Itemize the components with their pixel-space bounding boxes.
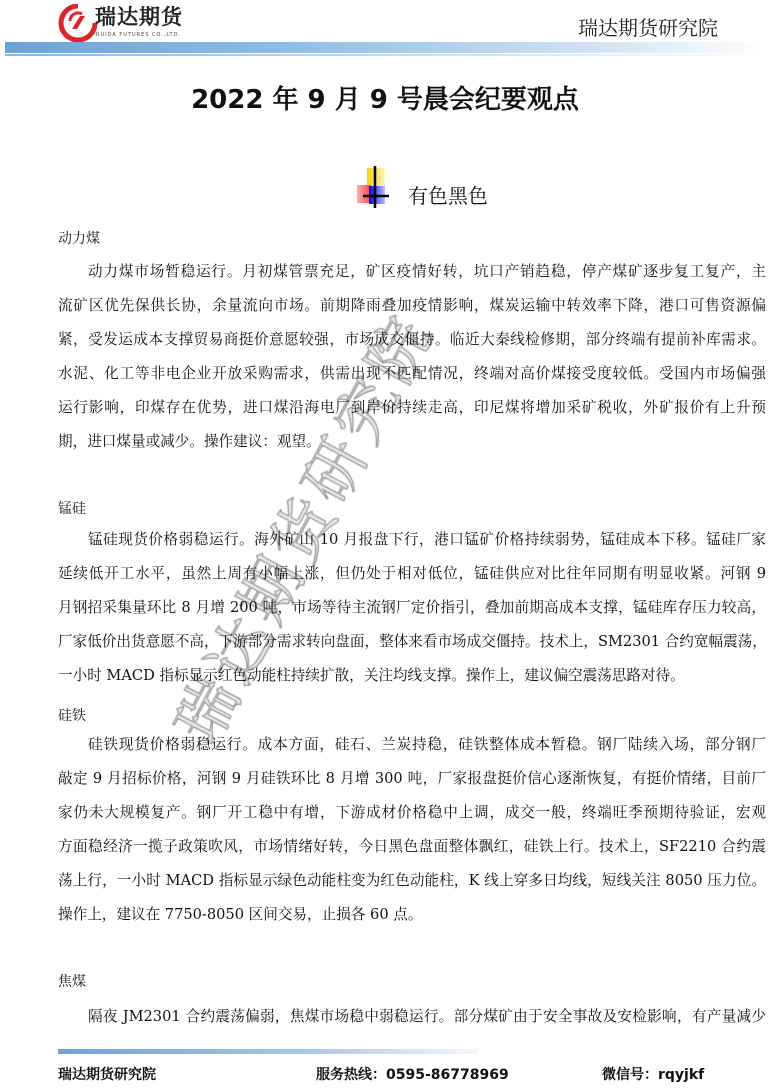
- header-divider: [5, 42, 770, 53]
- paragraph-line: 锰硅现货价格弱稳运行。海外矿山 10 月报盘下行，港口锰矿价格持续弱势，锰硅成本下移。锰硅厂家: [88, 531, 766, 548]
- paragraph-line: 隔夜 JM2301 合约震荡偏弱，焦煤市场稳中弱稳运行。部分煤矿由于安全事故及安检影响，有产量减少: [88, 1008, 766, 1025]
- footer-hotline: 服务热线：0595-86778969: [316, 1067, 509, 1083]
- paragraph-line: 月钢招采集量环比 8 月增 200 吨，市场等待主流钢厂定价指引，叠加前期高成本支撑，锰硅库存压力较高，: [58, 599, 766, 616]
- footer-wechat: 微信号：rqyjkf: [602, 1067, 705, 1083]
- paragraph-line: 期，进口煤量或减少。操作建议：观望。: [58, 433, 321, 450]
- block-heading: 锰硅: [58, 501, 86, 517]
- block-paragraph: [58, 255, 766, 459]
- block-paragraph: [58, 1000, 766, 1034]
- block-paragraph: [58, 523, 766, 693]
- paragraph-line: 荡上行，一小时 MACD 指标显示绿色动能柱变为红色动能柱，K 线上穿多日均线，短线关注 8050 压力位。: [58, 872, 766, 889]
- header-divider-thin: [5, 54, 770, 56]
- paragraph-line: 动力煤市场暂稳运行。月初煤管票充足，矿区疫情好转，坑口产销趋稳，停产煤矿逐步复工复产，主: [88, 263, 766, 280]
- paragraph-line: 家仍未大规模复产。钢厂开工稳中有增，下游成材价格稳中上调，成交一般，终端旺季预期待验证，宏观: [58, 804, 766, 821]
- logo-text: 瑞达期货: [95, 5, 183, 29]
- footer-divider: [58, 1049, 478, 1054]
- footer-org: 瑞达期货研究院: [58, 1067, 156, 1083]
- paragraph-line: 延续低开工水平，虽然上周有小幅上涨，但仍处于相对低位，锰硅供应对比往年同期有明显收紧。河钢 9: [58, 565, 766, 582]
- paragraph-line: 方面稳经济一揽子政策吹风，市场情绪好转，今日黑色盘面整体飘红，硅铁上行。技术上，SF2210 合约震: [58, 838, 766, 855]
- paragraph-line: 水泥、化工等非电企业开放采购需求，供需出现不匹配情况，终端对高价煤接受度较低。受国内市场偏强: [58, 365, 766, 382]
- paragraph-line: 厂家低价出货意愿不高，下游部分需求转向盘面，整体来看市场成交僵持。技术上，SM2301 合约宽幅震荡，: [58, 633, 767, 650]
- block-heading: 硅铁: [58, 708, 86, 724]
- paragraph-line: 硅铁现货价格弱稳运行。成本方面，硅石、兰炭持稳，硅铁整体成本暂稳。钢厂陆续入场，部分钢厂: [88, 736, 766, 753]
- block-heading: 动力煤: [58, 231, 100, 247]
- paragraph-line: 一小时 MACD 指标显示红色动能柱持续扩散，关注均线支撑。操作上，建议偏空震荡思路对待。: [58, 667, 685, 684]
- paragraph-line: 紧，受发运成本支撑贸易商挺价意愿较强，市场成交僵持。临近大秦线检修期，部分终端有提前补库需求。: [58, 331, 766, 348]
- header-institute-name: 瑞达期货研究院: [578, 16, 718, 40]
- paragraph-line: 运行影响，印煤存在优势，进口煤沿海电厂到岸价持续走高，印尼煤将增加采矿税收，外矿报价有上升预: [58, 399, 766, 416]
- logo-mark-icon: [58, 4, 98, 42]
- paragraph-line: 流矿区优先保供长协，余量流向市场。前期降雨叠加疫情影响，煤炭运输中转效率下降，港口可售资源偏: [58, 297, 766, 314]
- paragraph-line: 操作上，建议在 7750-8050 区间交易，止损各 60 点。: [58, 906, 423, 923]
- page-title: 2022 年 9 月 9 号晨会纪要观点: [191, 85, 579, 115]
- section-title: 有色黑色: [408, 184, 488, 208]
- block-paragraph: [58, 728, 766, 932]
- colored-squares-cross-icon: [357, 166, 397, 210]
- paragraph-line: 敲定 9 月招标价格，河钢 9 月硅铁环比 8 月增 300 吨，厂家报盘挺价信心逐渐恢复，有挺价情绪，目前厂: [58, 770, 766, 787]
- block-heading: 焦煤: [58, 974, 86, 990]
- logo-subtext: RUIDA FUTURES CO.,LTD.: [96, 32, 182, 38]
